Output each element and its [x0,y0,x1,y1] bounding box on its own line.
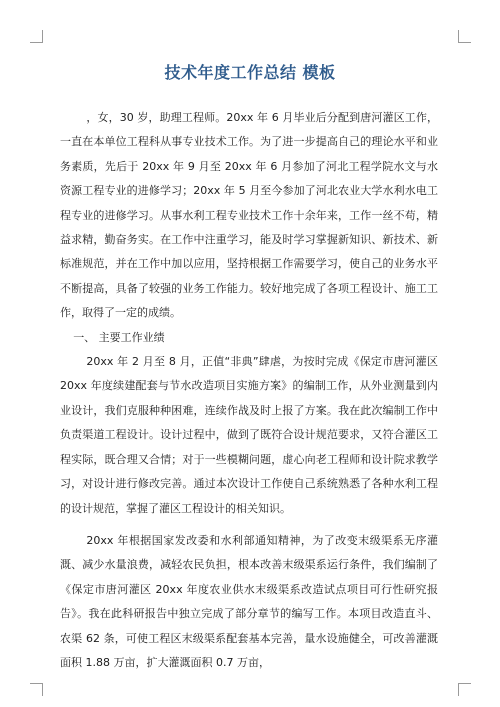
page-corner-mark-bottom-left [30,683,43,696]
page-corner-mark-bottom-right [458,683,471,696]
paragraph-intro: ，女，30 岁，助理工程师。20xx 年 6 月毕业后分配到唐河灌区工作，一直在本单位工程科从事专业技术工作。为了进一步提高自己的理论水平和业务素质，先后于 20xx 年 9 月至 20xx 年 6 月参加了河北工程学院水文与水资源工程专业的进修学习；20xx 年 5 月至今参加了河北农业大学水利水电工程专业的进修学习。从事水利工程专业技术工作十余年来，工作一丝不苟，精益求精，勤奋务实。在工作中注重学习，能及时学习掌握新知识、新技术、新标准规范，并在工作中加以应用，坚持根据工作需要学习，使自己的业务水平不断提高，具备了较强的业务工作能力。较好地完成了各项工程设计、施工工作，取得了一定的成绩。 [60,111,438,320]
page-corner-mark-top-right [458,30,471,43]
paragraph-feasibility-report: 20xx 年根据国家发改委和水利部通知精神，为了改变末级渠系无序灌溉、减少水量浪费，减轻农民负担，根本改善末级渠系运行条件，我们编制了《保定市唐河灌区 20xx 年度农业供水末级渠系改造试点项目可行性研究报告》。我在此科研报告中独立完成了部分章节的编写工作。本项目改造直斗、农渠 62 条，可使工程区末级渠系配套基本完善，量水设施健全，可改善灌溉面积 1.88 万亩，扩大灌溉面积 0.7 万亩， [60,533,438,669]
page-corner-mark-top-left [30,30,43,43]
document-title: 技术年度工作总结 模板 [164,63,336,82]
document-body [60,106,438,675]
section-heading-main-achievements: 一、 主要工作业绩 [73,330,165,344]
paragraph-2003-plan: 20xx 年 2 月至 8 月，正值“非典”肆虐，为按时完成《保定市唐河灌区 20xx 年度续建配套与节水改造项目实施方案》的编制工作，从外业测量到内业设计，我们克服种种困难，连续作战及时上报了方案。我在此次编制工作中负责渠道工程设计。设计过程中，做到了既符合设计规范要求，又符合灌区工程实际，既合理又合情；对于一些模糊问题，虚心向老工程师和设计院求教学习，对设计进行修改完善。通过本次设计工作使自己系统熟悉了各种水利工程的设计规范，掌握了灌区工程设计的相关知识。 [60,355,438,515]
